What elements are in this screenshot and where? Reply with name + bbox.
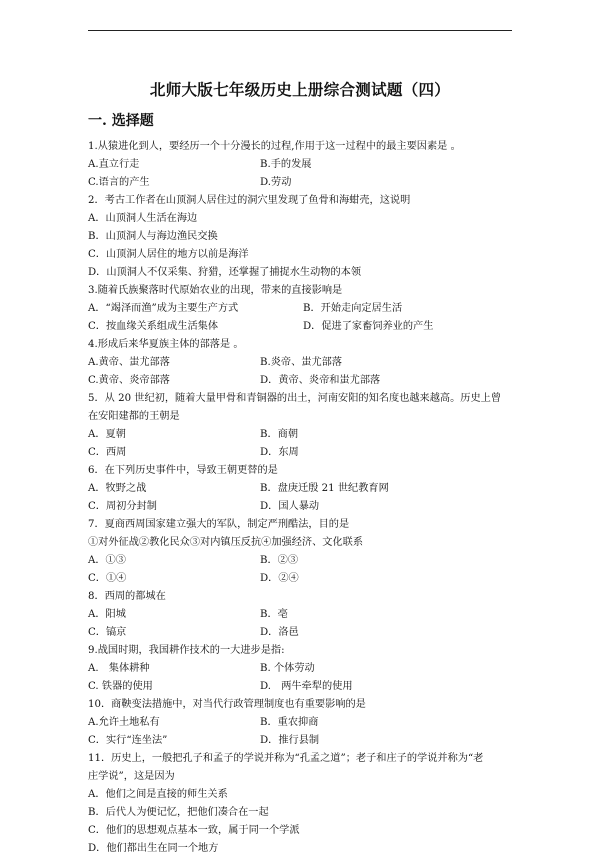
question-stem: ①对外征战②教化民众③对内镇压反抗④加强经济、文化联系 — [88, 537, 364, 548]
answer-option: C．他们的思想观点基本一致，属于同一个学派 — [88, 825, 300, 836]
question-stem: 6．在下列历史事件中，导致王朝更替的是 — [88, 465, 278, 476]
answer-option: B．山顶洞人与海边渔民交换 — [88, 231, 218, 242]
answer-option: A．牧野之战 — [88, 483, 147, 494]
section-heading: 一. 选择题 — [88, 113, 154, 129]
header-rule — [88, 30, 512, 31]
answer-option: D．黄帝、炎帝和蚩尤部落 — [260, 375, 381, 386]
answer-option-row — [88, 372, 518, 390]
answer-option: C.黄帝、炎帝部落 — [88, 375, 170, 386]
question-4 — [88, 336, 518, 390]
answer-option-row — [88, 300, 518, 318]
answer-option: D．推行县制 — [260, 735, 320, 746]
answer-option: D．国人暴动 — [260, 501, 320, 512]
answer-option: B. 个体劳动 — [260, 663, 315, 674]
answer-option: C．按血缘关系组成生活集体 — [88, 321, 219, 332]
question-10 — [88, 696, 518, 750]
answer-option-row — [88, 714, 518, 732]
answer-option: A．阳城 — [88, 609, 126, 620]
answer-option: C.语言的产生 — [88, 177, 150, 188]
question-8 — [88, 588, 518, 642]
question-stem: 7．夏商西周国家建立强大的军队，制定严刑酷法，目的是 — [88, 519, 350, 530]
answer-option: C．周初分封制 — [88, 501, 157, 512]
question-7 — [88, 516, 518, 588]
answer-option: B.手的发展 — [260, 159, 312, 170]
answer-option: C．①④ — [88, 573, 127, 584]
answer-option: D. 两牛牵犁的使用 — [260, 681, 353, 692]
question-stem: 2．考古工作者在山顶洞人居住过的洞穴里发现了鱼骨和海蚶壳，这说明 — [88, 195, 411, 206]
question-list — [88, 138, 518, 858]
answer-option-row — [88, 498, 518, 516]
answer-option-row — [88, 570, 518, 588]
answer-option-row — [88, 552, 518, 570]
answer-option: A. 集体耕种 — [88, 663, 150, 674]
question-stem: 1.从猿进化到人，要经历一个十分漫长的过程,作用于这一过程中的最主要因素是 。 — [88, 141, 461, 152]
answer-option: D．洛邑 — [260, 627, 299, 638]
answer-option: B．后代人为便记忆，把他们凑合在一起 — [88, 807, 269, 818]
question-11 — [88, 750, 518, 858]
answer-option-row — [88, 174, 518, 192]
question-3 — [88, 282, 518, 336]
answer-option-row — [88, 354, 518, 372]
answer-option-row — [88, 732, 518, 750]
answer-option-row — [88, 678, 518, 696]
answer-option: C．山顶洞人居住的地方以前是海洋 — [88, 249, 249, 260]
answer-option: A．山顶洞人生活在海边 — [88, 213, 198, 224]
answer-option-row — [88, 318, 518, 336]
answer-option: A．①③ — [88, 555, 126, 566]
answer-option: D．东周 — [260, 447, 299, 458]
answer-option: C．西周 — [88, 447, 127, 458]
question-stem: 10．商鞅变法措施中，对当代行政管理制度也有重要影响的是 — [88, 699, 366, 710]
question-6 — [88, 462, 518, 516]
answer-option: A．“竭泽而渔”成为主要生产方式 — [88, 303, 239, 314]
answer-option: B.炎帝、蚩尤部落 — [260, 357, 343, 368]
question-stem: 4.形成后来华夏族主体的部落是 。 — [88, 339, 244, 350]
answer-option: D．山顶洞人不仅采集、狩猎，还掌握了捕捉水生动物的本领 — [88, 267, 362, 278]
question-9 — [88, 642, 518, 696]
answer-option: D．促进了家畜饲养业的产生 — [303, 321, 434, 332]
question-1 — [88, 138, 518, 192]
question-2 — [88, 192, 518, 282]
answer-option: B．商朝 — [260, 429, 299, 440]
question-stem: 3.随着氏族聚落时代原始农业的出现，带来的直接影响是 — [88, 285, 343, 296]
question-5 — [88, 390, 518, 462]
question-stem: 在安阳建都的王朝是 — [88, 411, 180, 422]
answer-option: B．开始走向定居生活 — [303, 303, 403, 314]
answer-option: C．实行“连坐法” — [88, 735, 168, 746]
answer-option: A．夏朝 — [88, 429, 126, 440]
answer-option-row — [88, 480, 518, 498]
answer-option: D.劳动 — [260, 177, 292, 188]
question-stem: 9.战国时期，我国耕作技术的一大进步是指: — [88, 645, 285, 656]
answer-option: B．盘庚迁殷 21 世纪教育网 — [260, 483, 389, 494]
answer-option: C. 铁器的使用 — [88, 681, 153, 692]
answer-option: A.直立行走 — [88, 159, 140, 170]
answer-option-row — [88, 426, 518, 444]
answer-option: A.黄帝、蚩尤部落 — [88, 357, 170, 368]
answer-option: B．②③ — [260, 555, 299, 566]
answer-option: A．他们之间是直接的师生关系 — [88, 789, 228, 800]
answer-option: A.允许土地私有 — [88, 717, 160, 728]
answer-option: B．亳 — [260, 609, 288, 620]
document-title: 北师大版七年级历史上册综合测试题（四） — [149, 80, 451, 99]
answer-option: D．②④ — [260, 573, 299, 584]
answer-option-row — [88, 606, 518, 624]
question-stem: 庄学说”，这是因为 — [88, 771, 175, 782]
answer-option: D．他们都出生在同一个地方 — [88, 843, 219, 854]
answer-option-row — [88, 660, 518, 678]
question-stem: 11．历史上，一般把孔子和孟子的学说并称为“孔孟之道”；老子和庄子的学说并称为“老 — [88, 753, 484, 764]
answer-option-row — [88, 156, 518, 174]
answer-option-row — [88, 624, 518, 642]
answer-option: C．镐京 — [88, 627, 127, 638]
question-stem: 8．西周的都城在 — [88, 591, 166, 602]
answer-option-row — [88, 444, 518, 462]
question-stem: 5．从 20 世纪初，随着大量甲骨和青铜器的出土，河南安阳的知名度也越来越高。历史上曾 — [88, 393, 502, 404]
answer-option: B．重农抑商 — [260, 717, 319, 728]
